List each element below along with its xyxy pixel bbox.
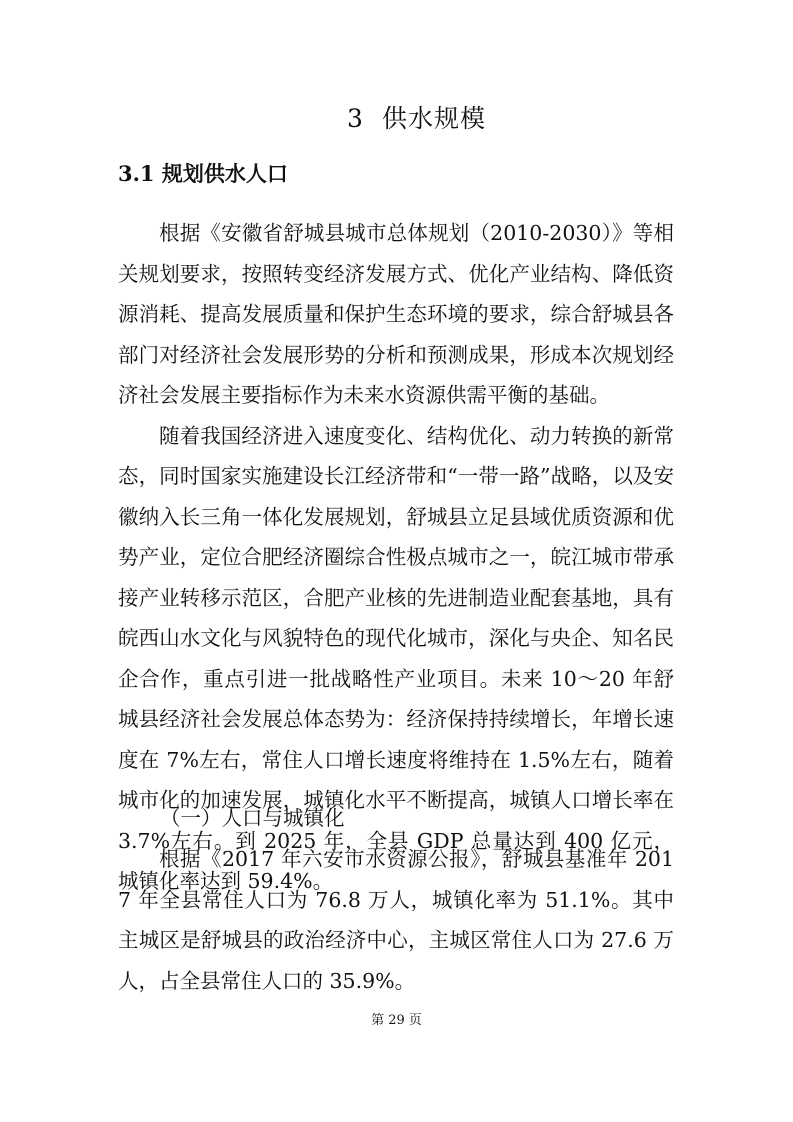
paragraph-population-baseline: 根据《2017 年六安市水资源公报》，舒城县基准年 2017 年全县常住人口为 76.8 万人，城镇化率为 51.1%。其中主城区是舒城县的政治经济中心，主城区常住人口为 27.6 万人，占全县常住人口的 35.9%。 <box>118 847 674 993</box>
paragraph-block-2 <box>118 839 674 1001</box>
paragraph-economic-outlook: 随着我国经济进入速度变化、结构优化、动力转换的新常态，同时国家实施建设长江经济带和“一带一路”战略，以及安徽纳入长三角一体化发展规划，舒城县立足县域优质资源和优势产业，定位合肥经济圈综合性极点城市之一，皖江城市带承接产业转移示范区，合肥产业核的先进制造业配套基地，具有皖西山水文化与风貌特色的现代化城市，深化与央企、知名民企合作，重点引进一批战略性产业项目。未来 10～20 年舒城县经济社会发展总体态势为：经济保持持续增长，年增长速度在 7%左右，常住人口增长速度将维持在 1.5%左右，随着城市化的加速发展，城镇化水平不断提高，城镇人口增长率在 3.7%左右。到 2025 年，全县 GDP 总量达到 400 亿元，城镇化率达到 59.4%。 <box>118 423 674 893</box>
paragraph-block-1 <box>118 213 674 902</box>
section-title: 3.1 规划供水人口 <box>118 161 288 186</box>
subheading-population-urbanization: （一）人口与城镇化 <box>160 806 345 830</box>
chapter-number: 3 <box>347 104 364 133</box>
paragraph-planning-basis: 根据《安徽省舒城县城市总体规划（2010-2030）》等相关规划要求，按照转变经济发展方式、优化产业结构、降低资源消耗、提高发展质量和保护生态环境的要求，综合舒城县各部门对经济社会发展形势的分析和预测成果，形成本次规划经济社会发展主要指标作为未来水资源供需平衡的基础。 <box>118 221 674 407</box>
page-number: 第 29 页 <box>371 1013 422 1028</box>
chapter-title <box>0 101 793 137</box>
chapter-title-text: 供水规模 <box>381 104 486 133</box>
